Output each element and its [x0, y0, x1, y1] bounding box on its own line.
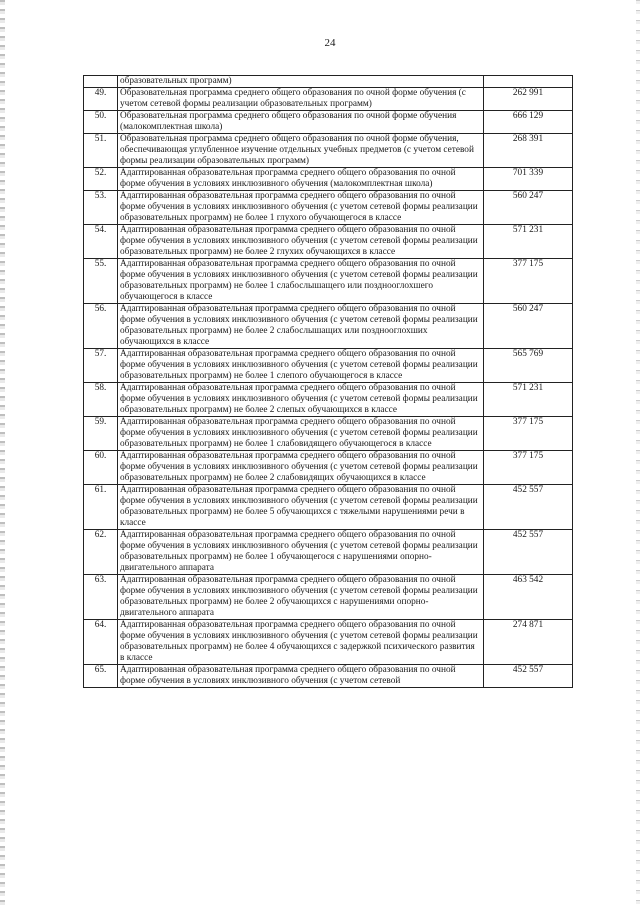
row-text-cell: Адаптированная образовательная программа среднего общего образования по очной форме обучения в условиях инклюзивного обучения (с учетом сетевой формы реализации образовательных программ) не более 2 слабовидящих обучающихся в классе	[118, 451, 484, 485]
table-row	[84, 575, 573, 620]
table-row	[84, 88, 573, 111]
table-row	[84, 304, 573, 349]
row-text-cell: Образовательная программа среднего общего образования по очной форме обучения, обеспечивающая углубленное изучение отдельных учебных предметов (с учетом сетевой формы реализации образовательных программ)	[118, 134, 484, 168]
row-number-cell: 55.	[84, 259, 118, 304]
row-value-cell: 560 247	[484, 191, 573, 225]
table-row	[84, 191, 573, 225]
row-number-cell: 61.	[84, 485, 118, 530]
row-value-cell: 571 231	[484, 225, 573, 259]
table-row	[84, 134, 573, 168]
row-number-cell: 52.	[84, 168, 118, 191]
table-row	[84, 417, 573, 451]
table-body	[84, 76, 573, 688]
row-value-cell: 452 557	[484, 665, 573, 688]
row-text-cell: образовательных программ)	[118, 76, 484, 88]
row-value-cell	[484, 76, 573, 88]
row-text-cell: Адаптированная образовательная программа среднего общего образования по очной форме обучения в условиях инклюзивного обучения (с учетом сетевой формы реализации образовательных программ) не более 1 слабовидящего обучающегося в классе	[118, 417, 484, 451]
table-row	[84, 530, 573, 575]
row-text-cell: Адаптированная образовательная программа среднего общего образования по очной форме обучения в условиях инклюзивного обучения (с учетом сетевой формы реализации образовательных программ) не более 1 слепого обучающегося в классе	[118, 349, 484, 383]
row-value-cell: 377 175	[484, 417, 573, 451]
row-number-cell: 63.	[84, 575, 118, 620]
scan-edge-right	[636, 0, 640, 905]
row-text-cell: Адаптированная образовательная программа среднего общего образования по очной форме обучения в условиях инклюзивного обучения (с учетом сетевой формы реализации образовательных программ) не более 1 обучающегося с нарушениями опорно-двигательного аппарата	[118, 530, 484, 575]
row-number-cell: 57.	[84, 349, 118, 383]
row-text-cell: Адаптированная образовательная программа среднего общего образования по очной форме обучения в условиях инклюзивного обучения (с учетом сетевой формы реализации образовательных программ) не более 5 обучающихся с тяжелыми нарушениями речи в классе	[118, 485, 484, 530]
row-number-cell: 53.	[84, 191, 118, 225]
row-number-cell: 58.	[84, 383, 118, 417]
row-number-cell: 49.	[84, 88, 118, 111]
row-text-cell: Адаптированная образовательная программа среднего общего образования по очной форме обучения в условиях инклюзивного обучения (малокомплектная школа)	[118, 168, 484, 191]
row-text-cell: Адаптированная образовательная программа среднего общего образования по очной форме обучения в условиях инклюзивного обучения (с учетом сетевой формы реализации образовательных программ) не более 1 слабослышащего или позднооглохшего обучающегося в классе	[118, 259, 484, 304]
table-row	[84, 383, 573, 417]
row-number-cell: 65.	[84, 665, 118, 688]
table-row	[84, 111, 573, 134]
row-value-cell: 666 129	[484, 111, 573, 134]
row-number-cell: 60.	[84, 451, 118, 485]
row-number-cell: 59.	[84, 417, 118, 451]
row-text-cell: Адаптированная образовательная программа среднего общего образования по очной форме обучения в условиях инклюзивного обучения (с учетом сетевой формы реализации образовательных программ) не более 4 обучающихся с задержкой психического развития в классе	[118, 620, 484, 665]
page-number: 24	[324, 37, 336, 49]
table-row	[84, 259, 573, 304]
row-value-cell: 452 557	[484, 485, 573, 530]
document-table	[83, 75, 573, 688]
row-number-cell	[84, 76, 118, 88]
table-row	[84, 665, 573, 688]
row-text-cell: Адаптированная образовательная программа среднего общего образования по очной форме обучения в условиях инклюзивного обучения (с учетом сетевой формы реализации образовательных программ) не более 2 обучающихся с нарушениями опорно-двигательного аппарата	[118, 575, 484, 620]
row-text-cell: Адаптированная образовательная программа среднего общего образования по очной форме обучения в условиях инклюзивного обучения (с учетом сетевой формы реализации образовательных программ) не более 2 слепых обучающихся в классе	[118, 383, 484, 417]
table-row	[84, 349, 573, 383]
row-number-cell: 62.	[84, 530, 118, 575]
row-number-cell: 51.	[84, 134, 118, 168]
table-row-continuation	[84, 76, 573, 88]
table-row	[84, 620, 573, 665]
row-value-cell: 463 542	[484, 575, 573, 620]
table-row	[84, 168, 573, 191]
row-value-cell: 268 391	[484, 134, 573, 168]
row-text-cell: Образовательная программа среднего общего образования по очной форме обучения (малокомплектная школа)	[118, 111, 484, 134]
table-row	[84, 485, 573, 530]
table-row	[84, 451, 573, 485]
row-value-cell: 571 231	[484, 383, 573, 417]
row-value-cell: 452 557	[484, 530, 573, 575]
row-value-cell: 565 769	[484, 349, 573, 383]
row-value-cell: 701 339	[484, 168, 573, 191]
row-number-cell: 64.	[84, 620, 118, 665]
row-text-cell: Адаптированная образовательная программа среднего общего образования по очной форме обучения в условиях инклюзивного обучения (с учетом сетевой формы реализации образовательных программ) не более 2 слабослышащих или позднооглохших обучающихся в классе	[118, 304, 484, 349]
row-text-cell: Адаптированная образовательная программа среднего общего образования по очной форме обучения в условиях инклюзивного обучения (с учетом сетевой формы реализации образовательных программ) не более 2 глухих обучающихся в классе	[118, 225, 484, 259]
table-row	[84, 225, 573, 259]
scan-edge-left	[0, 0, 5, 905]
row-value-cell: 377 175	[484, 451, 573, 485]
row-number-cell: 54.	[84, 225, 118, 259]
row-value-cell: 377 175	[484, 259, 573, 304]
row-value-cell: 262 991	[484, 88, 573, 111]
row-text-cell: Адаптированная образовательная программа среднего общего образования по очной форме обучения в условиях инклюзивного обучения (с учетом сетевой формы реализации образовательных программ) не более 1 глухого обучающегося в классе	[118, 191, 484, 225]
row-text-cell: Образовательная программа среднего общего образования по очной форме обучения (с учетом сетевой формы реализации образовательных программ)	[118, 88, 484, 111]
row-number-cell: 50.	[84, 111, 118, 134]
row-value-cell: 274 871	[484, 620, 573, 665]
row-number-cell: 56.	[84, 304, 118, 349]
row-text-cell: Адаптированная образовательная программа среднего общего образования по очной форме обучения в условиях инклюзивного обучения (с учетом сетевой	[118, 665, 484, 688]
row-value-cell: 560 247	[484, 304, 573, 349]
